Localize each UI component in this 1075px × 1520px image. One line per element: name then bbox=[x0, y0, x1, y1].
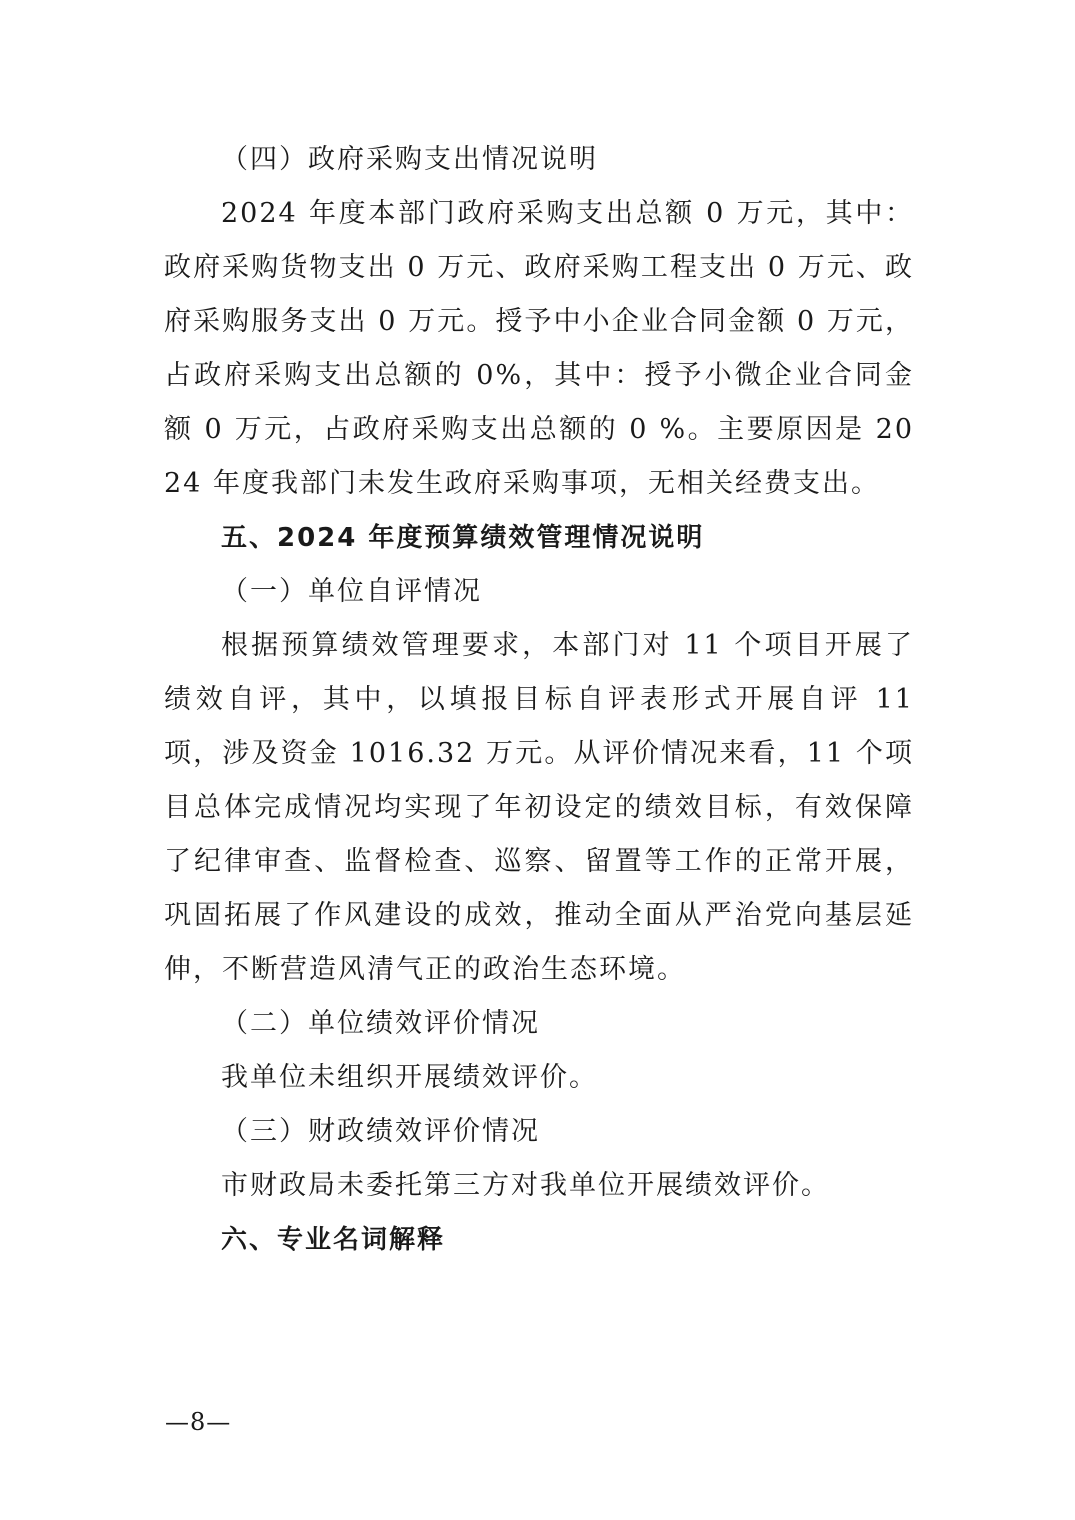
section-five-sub3-body: 市财政局未委托第三方对我单位开展绩效评价。 bbox=[221, 1170, 830, 1201]
section-five-sub2-heading: （二）单位绩效评价情况 bbox=[221, 1008, 540, 1039]
page-content bbox=[164, 133, 914, 1267]
section-four-heading: （四）政府采购支出情况说明 bbox=[221, 144, 598, 175]
section-four-body: 2024 年度本部门政府采购支出总额 0 万元，其中：政府采购货物支出 0 万元、政府采购工程支出 0 万元、政府采购服务支出 0 万元。授予中小企业合同金额 0 万元，占政府采购支出总额的 0%，其中：授予小微企业合同金额 0 万元，占政府采购支出总额的 0 %。主要原因是 2024 年度我部门未发生政府采购事项，无相关经费支出。 bbox=[164, 198, 914, 499]
section-five-sub1-body: 根据预算绩效管理要求，本部门对 11 个项目开展了绩效自评，其中，以填报目标自评表形式开展自评 11 项，涉及资金 1016.32 万元。从评价情况来看，11 个项目总体完成情况均实现了年初设定的绩效目标，有效保障了纪律审查、监督检查、巡察、留置等工作的正常开展，巩固拓展了作风建设的成效，推动全面从严治党向基层延伸，不断营造风清气正的政治生态环境。 bbox=[164, 630, 914, 985]
page-number: —8— bbox=[165, 1408, 232, 1436]
section-five-sub3-heading: （三）财政绩效评价情况 bbox=[221, 1116, 540, 1147]
section-five-sub2-body: 我单位未组织开展绩效评价。 bbox=[221, 1062, 598, 1093]
section-six-heading: 六、专业名词解释 bbox=[221, 1225, 446, 1255]
section-five-heading: 五、2024 年度预算绩效管理情况说明 bbox=[221, 523, 705, 553]
section-five-sub1-heading: （一）单位自评情况 bbox=[221, 576, 482, 607]
